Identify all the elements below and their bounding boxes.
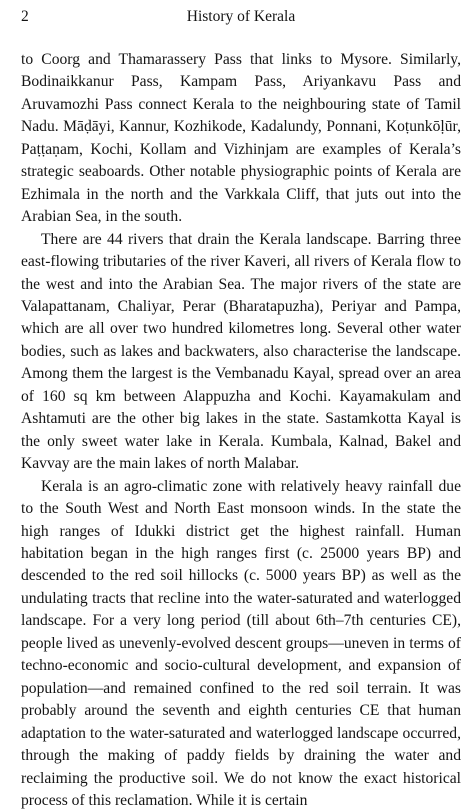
running-head: History of Kerala: [186, 8, 296, 25]
book-page: [21, 8, 461, 812]
page-header: [21, 8, 461, 34]
paragraph-2: There are 44 rivers that drain the Kerala landscape. Barring three east-flowing tributaries of the river Kaveri, all rivers of Kerala flow to the west and into the Arabian Sea. The major rivers of the state are Valapattanam, Chaliyar, Perar (Bharatapuzha), Periyar and Pampa, which are all over two hundred kilometres long. Several other water bodies, such as lakes and backwaters, also characterise the landscape. Among them the largest is the Vembanadu Kayal, spread over an area of 160 sq km between Alappuzha and Kochi. Kayamakulam and Ashtamuti are the other big lakes in the state. Sastamkotta Kayal is the only sweet water lake in Kerala. Kumbala, Kalnad, Bakel and Kavvay are the main lakes of north Malabar.: [21, 230, 461, 473]
paragraph-3: Kerala is an agro-climatic zone with relatively heavy rainfall due to the South West and North East monsoon winds. In the state the high ranges of Idukki district get the highest rainfall. Human habitation began in the high ranges first (c. 25000 years BP) and descended to the red soil hillocks (c. 5000 years BP) as well as the undulating tracts that recline into the water-saturated and waterlogged landscape. For a very long period (till about 6th–7th centuries CE), people lived as unevenly-evolved descent groups—uneven in terms of techno-economic and socio-cultural development, and expansion of population—and remained confined to the red soil terrain. It was probably around the seventh and eighth centuries CE that human adaptation to the water-saturated and waterlogged landscape occurred, through the making of paddy fields by draining the water and reclaiming the productive soil. We do not know the exact historical process of this reclamation. While it is certain: [21, 477, 461, 809]
body-text: [21, 49, 461, 812]
page-number: 2: [21, 8, 29, 25]
paragraph-1: to Coorg and Thamarassery Pass that links to Mysore. Similarly, Bodinaikkanur Pass, Kampam Pass, Ariyankavu Pass and Aruvamozhi Pass connect Kerala to the neighbouring state of Tamil Nadu. Māḍāyi, Kannur, Kozhikode, Kadalundy, Ponnani, Koṭunkōḷūr, Paṭṭaṇam, Kochi, Kollam and Vizhinjam are examples of Kerala’s strategic seaboards. Other notable physiographic points of Kerala are Ezhimala in the north and the Varkkala Cliff, that juts out into the Arabian Sea, in the south.: [21, 51, 461, 226]
